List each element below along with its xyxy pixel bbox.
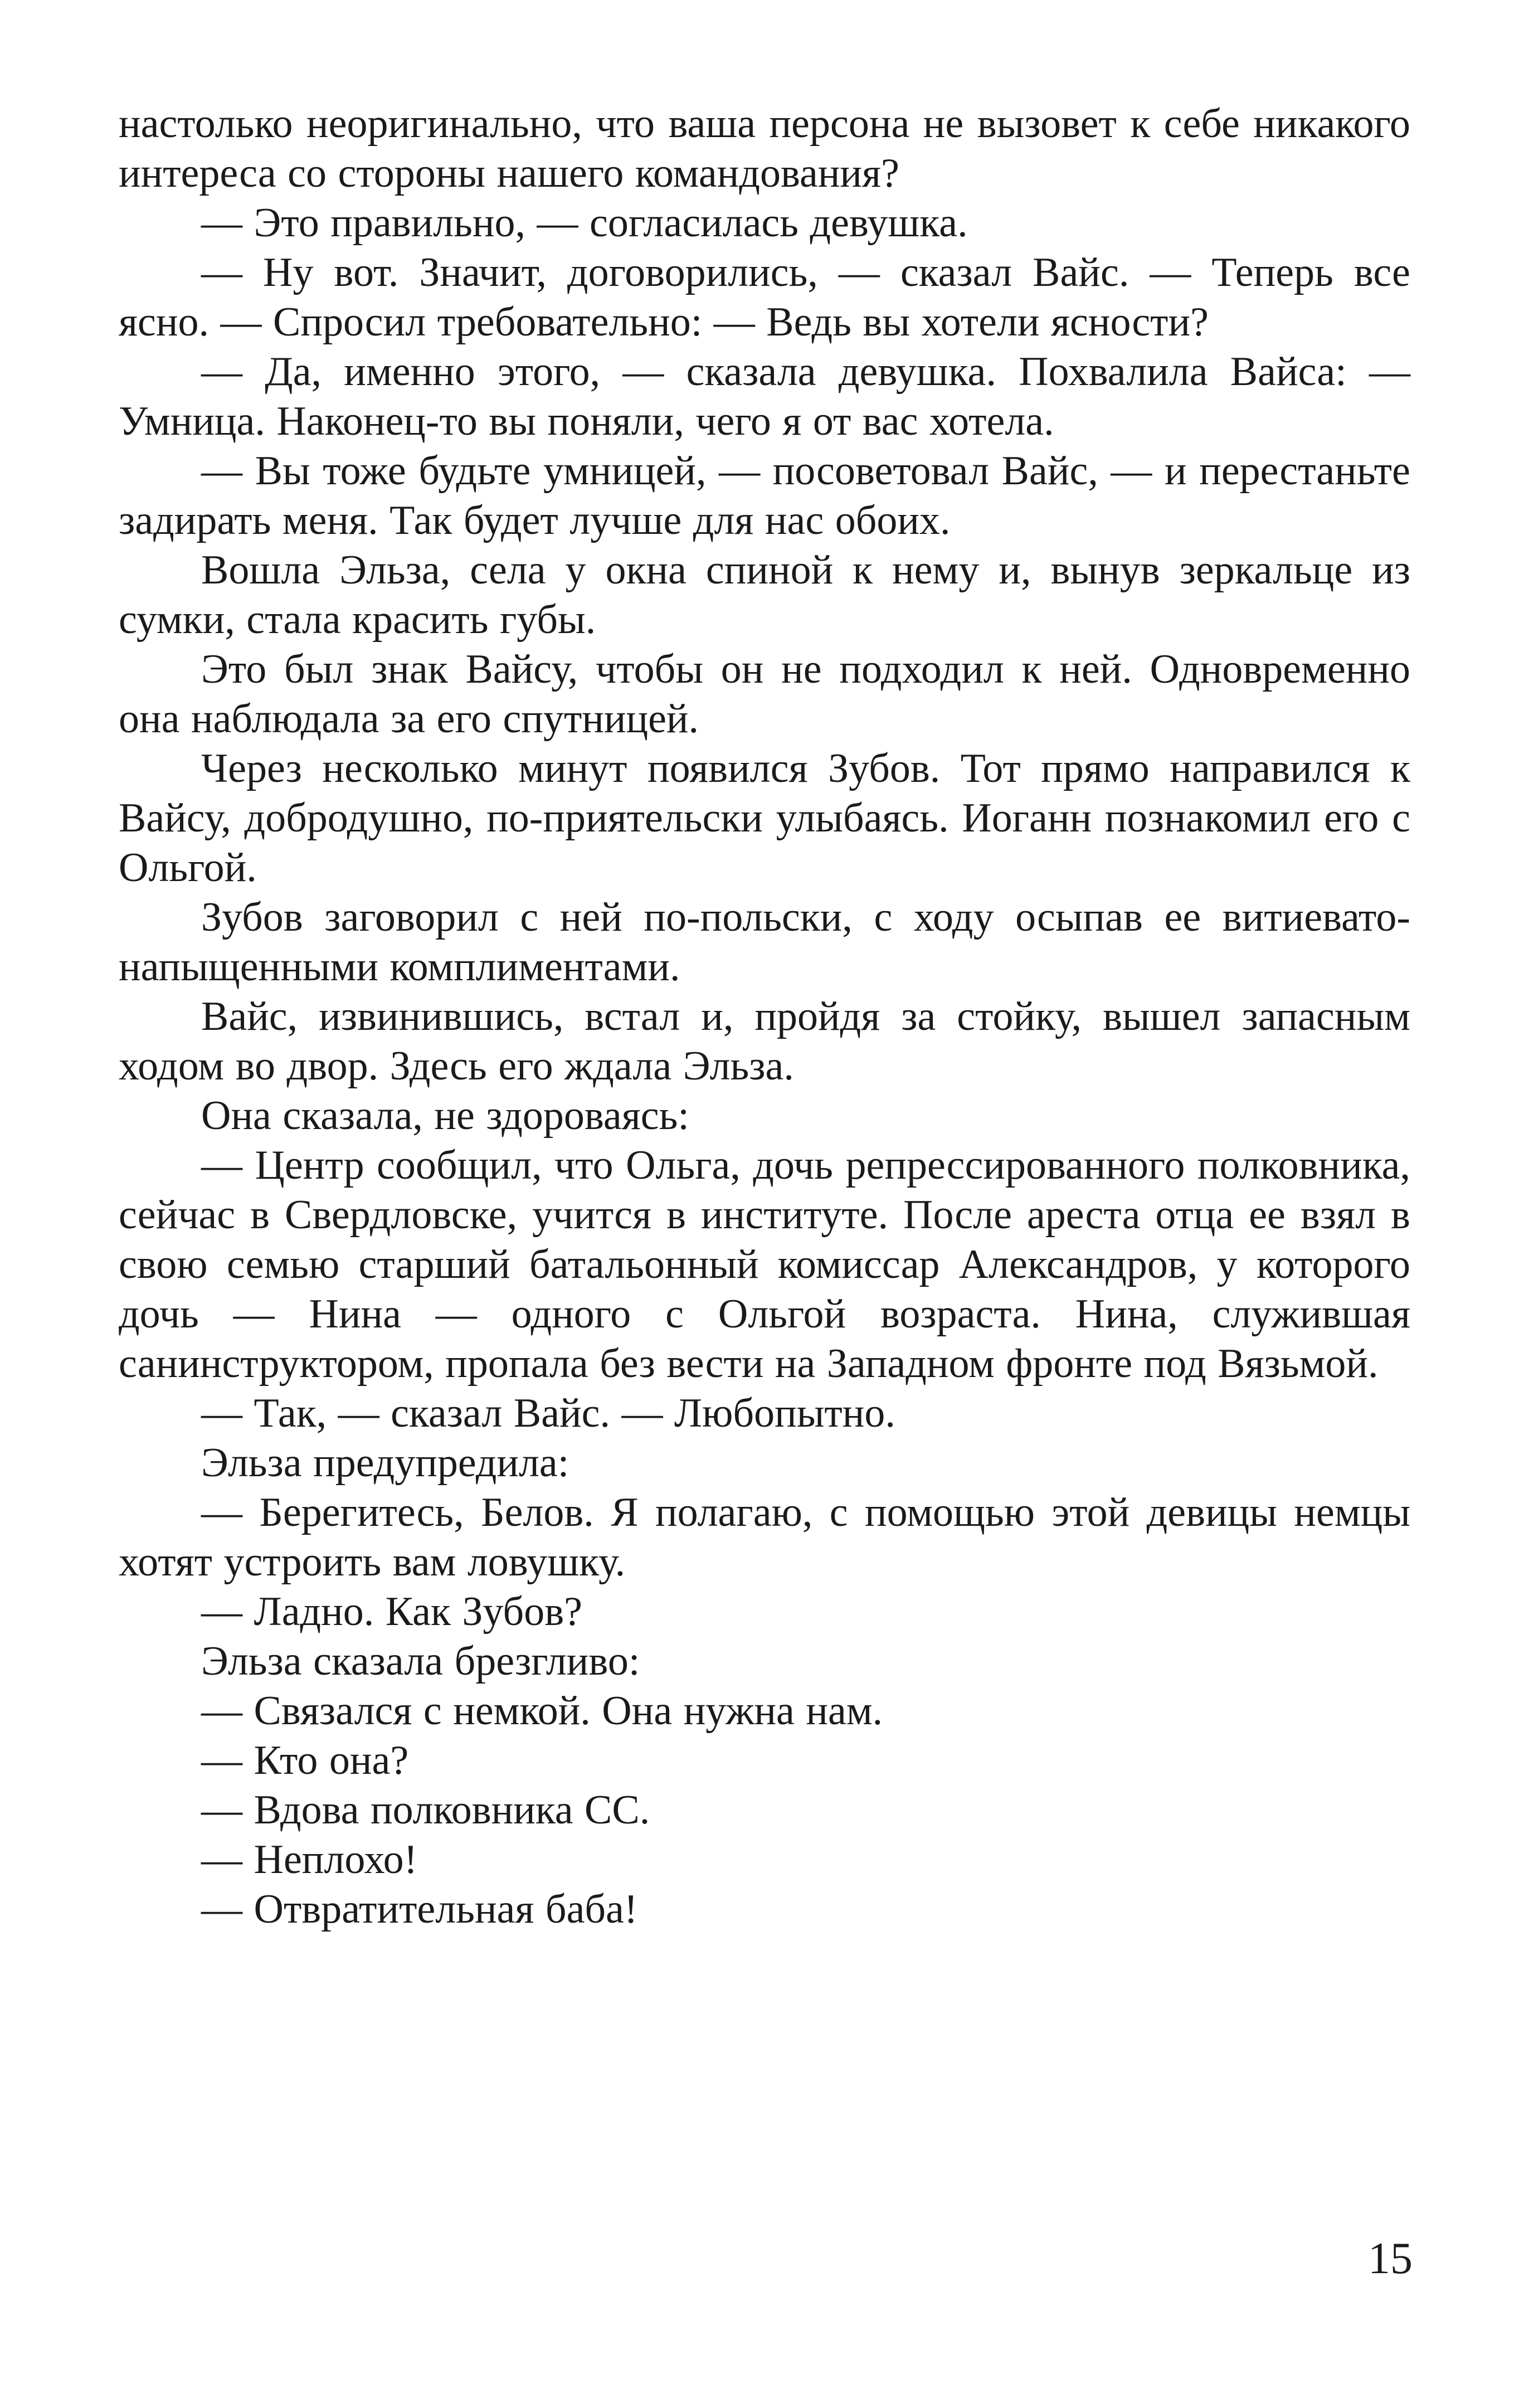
paragraph-2: — Это правильно, — согласилась девушка.: [201, 200, 968, 246]
paragraph-3: — Ну вот. Значит, договорились, — сказал Вайс. — Теперь все ясно. — Спросил требовательно: — Ведь вы хотели ясности?: [119, 250, 1410, 345]
paragraph-10: Вайс, извинившись, встал и, пройдя за стойку, вышел запасным ходом во двор. Здесь его ждала Эльза.: [119, 994, 1410, 1089]
paragraph-5: — Вы тоже будьте умницей, — посоветовал Вайс, — и перестаньте задирать меня. Так будет лучше для нас обоих.: [119, 448, 1410, 543]
paragraph-12: — Центр сообщил, что Ольга, дочь репрессированного полковника, сейчас в Свердловске, учится в институте. После ареста отца ее взял в свою семью старший батальонный комиссар Александров, у которого дочь — Нина — одного с Ольгой возраста. Нина, служившая санинструктором, пропала без вести на Западном фронте под Вязьмой.: [119, 1142, 1410, 1387]
paragraph-4: — Да, именно этого, — сказала девушка. Похвалила Вайса: — Умница. Наконец-то вы поняли, чего я от вас хотела.: [119, 349, 1410, 444]
paragraph-14: Эльза предупредила:: [201, 1440, 569, 1486]
paragraph-22: — Отвратительная баба!: [201, 1886, 638, 1932]
page-number: 15: [1368, 2234, 1413, 2283]
paragraph-16: — Ладно. Как Зубов?: [201, 1589, 582, 1634]
paragraph-1: настолько неоригинально, что ваша персона не вызовет к себе никакого интереса со стороны нашего командования?: [119, 101, 1410, 196]
paragraph-19: — Кто она?: [201, 1738, 409, 1783]
paragraph-11: Она сказала, не здороваясь:: [201, 1093, 689, 1139]
paragraph-9: Зубов заговорил с ней по-польски, с ходу осыпав ее витиевато-напыщенными комплиментами.: [119, 894, 1410, 990]
paragraph-6: Вошла Эльза, села у окна спиной к нему и, вынув зеркальце из сумки, стала красить губы.: [119, 547, 1410, 643]
paragraph-13: — Так, — сказал Вайс. — Любопытно.: [201, 1390, 895, 1436]
paragraph-18: — Связался с немкой. Она нужна нам.: [201, 1688, 883, 1734]
paragraph-7: Это был знак Вайсу, чтобы он не подходил к ней. Одновременно она наблюдала за его спутницей.: [119, 646, 1410, 742]
paragraph-20: — Вдова полковника СС.: [201, 1787, 650, 1833]
body-text: [119, 99, 1410, 1934]
paragraph-21: — Неплохо!: [201, 1837, 418, 1882]
paragraph-17: Эльза сказала брезгливо:: [201, 1638, 640, 1684]
paragraph-8: Через несколько минут появился Зубов. Тот прямо направился к Вайсу, добродушно, по-приятельски улыбаясь. Иоганн познакомил его с Ольгой.: [119, 746, 1410, 891]
paragraph-15: — Берегитесь, Белов. Я полагаю, с помощью этой девицы немцы хотят устроить вам ловушку.: [119, 1490, 1410, 1585]
